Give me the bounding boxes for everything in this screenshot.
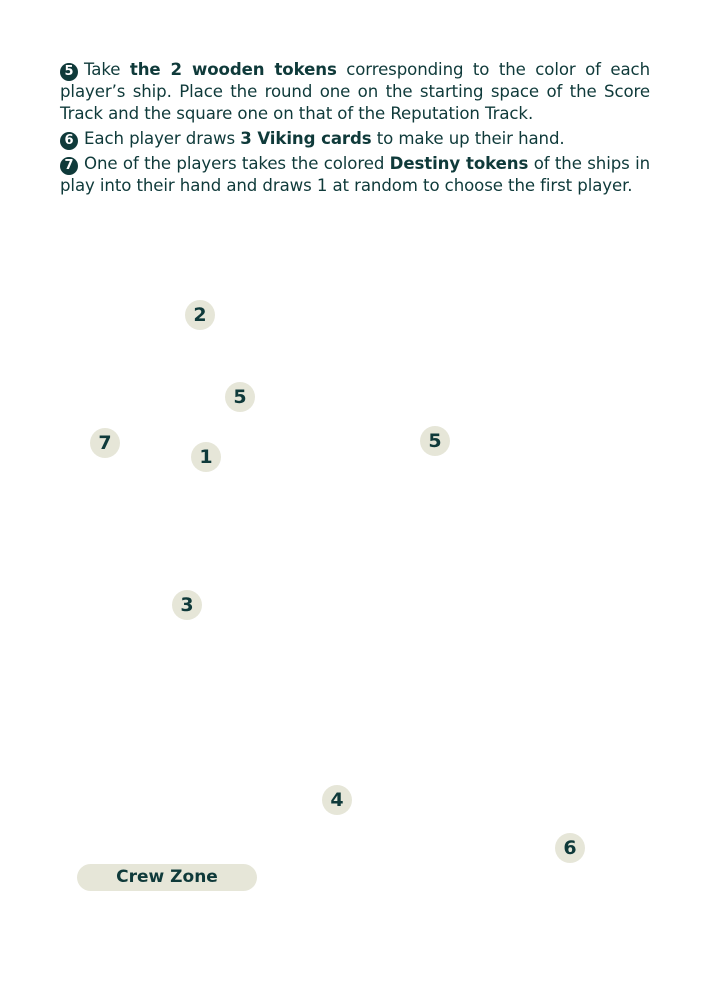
diagram-marker-4: 4 <box>322 785 352 815</box>
step-number-badge: 6 <box>60 132 78 150</box>
setup-step-7: 7 One of the players takes the colored Destiny tokens of the ships in play into their hand and draws 1 at random to choose the first player. <box>60 154 651 195</box>
step-number-badge: 5 <box>60 63 78 81</box>
diagram-marker-7: 7 <box>90 428 120 458</box>
step-number-badge: 7 <box>60 157 78 175</box>
diagram-marker-6: 6 <box>555 833 585 863</box>
setup-steps <box>60 59 650 200</box>
crew-zone-label: Crew Zone <box>77 864 257 891</box>
setup-step-5: 5 Take the 2 wooden tokens corresponding to the color of each player’s ship. Place the round one on the starting space of the Score Track and the square one on that of the Reputation Track. <box>60 60 650 123</box>
diagram-marker-2: 2 <box>185 300 215 330</box>
diagram-marker-1: 1 <box>191 442 221 472</box>
diagram-marker-3: 3 <box>172 590 202 620</box>
diagram-marker-5a: 5 <box>225 382 255 412</box>
diagram-marker-5b: 5 <box>420 426 450 456</box>
setup-step-6: 6 Each player draws 3 Viking cards to make up their hand. <box>60 128 650 150</box>
